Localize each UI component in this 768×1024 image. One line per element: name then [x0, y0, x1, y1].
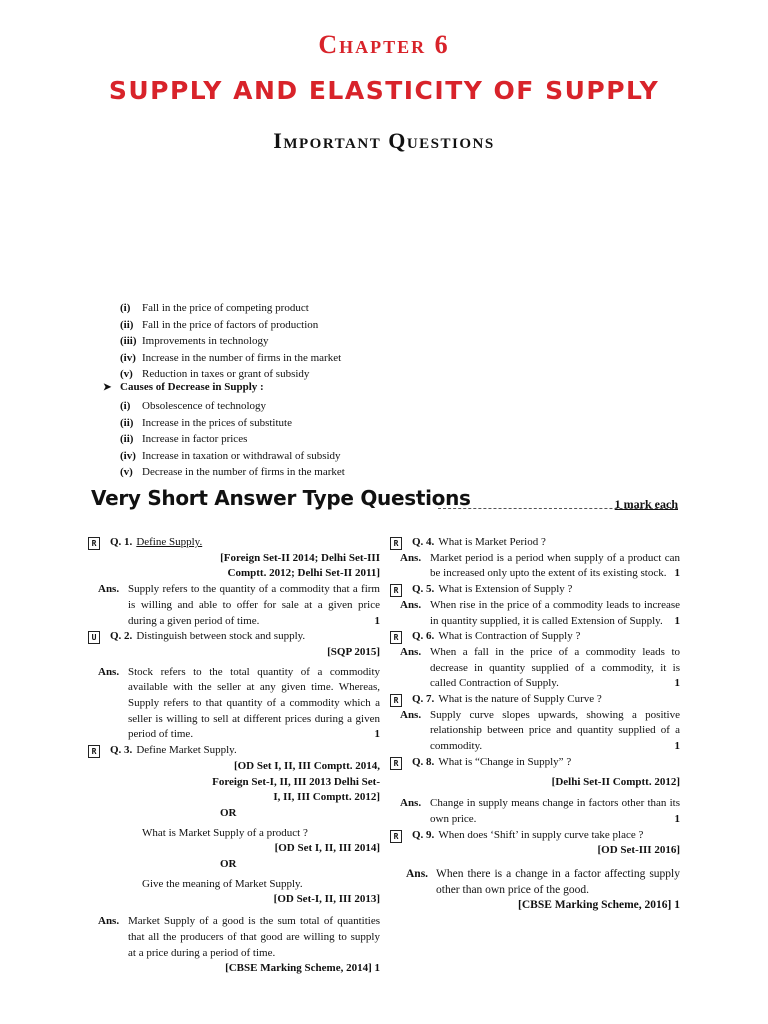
right-column — [390, 535, 680, 914]
answer-label: Ans. — [400, 551, 422, 564]
alternate-question: Give the meaning of Market Supply. — [142, 877, 303, 890]
answer-text: When rise in the price of a commodity leads to increase in quantity supplied, it is called Extension of Supply. — [430, 598, 680, 627]
question-number: Q. 2. — [110, 630, 133, 643]
mark-value: 1 — [674, 567, 680, 580]
list-item: (i) Obsolescence of technology — [120, 400, 267, 412]
question-number: Q. 9. — [412, 828, 435, 841]
mark-value: 1 — [374, 728, 380, 741]
mark-value: 1 — [674, 812, 680, 825]
answer-label: Ans. — [98, 583, 120, 596]
question-number: Q. 8. — [412, 755, 435, 768]
remember-tag-icon: R — [390, 631, 402, 644]
list-item: (v) Reduction in taxes or grant of subsidy — [120, 368, 310, 380]
question-number: Q. 1. — [110, 536, 133, 548]
remember-tag-icon: R — [88, 537, 100, 550]
increase-causes-list — [120, 300, 341, 383]
answer-4 — [390, 551, 680, 582]
answer-label: Ans. — [400, 645, 422, 658]
answer-label: Ans. — [400, 708, 422, 721]
question-reference: [OD Set I, II, III Comptt. 2014, Foreign Set-I, II, III 2013 Delhi Set-I, II, III Comptt. 2012] — [212, 759, 380, 804]
section-subtitle: Important Questions — [273, 128, 495, 153]
question-8 — [390, 755, 680, 771]
chapter-title: SUPPLY AND ELASTICITY OF SUPPLY — [108, 76, 660, 105]
list-item: (i) Fall in the price of competing product — [120, 302, 309, 314]
question-7 — [390, 692, 680, 708]
question-text: When does ‘Shift’ in supply curve take place ? — [438, 828, 644, 841]
question-number: Q. 7. — [412, 693, 435, 706]
question-number: Q. 6. — [412, 630, 435, 643]
question-text: What is Contraction of Supply ? — [438, 630, 581, 643]
question-2 — [88, 629, 380, 645]
question-number: Q. 5. — [412, 583, 435, 596]
question-number: Q. 3. — [110, 744, 133, 757]
section-heading: Very Short Answer Type Questions — [91, 486, 471, 510]
remember-tag-icon: R — [390, 830, 402, 843]
list-item: (ii) Increase in the prices of substitute — [120, 416, 292, 429]
question-6 — [390, 629, 680, 645]
question-1 — [88, 535, 380, 551]
answer-2 — [88, 665, 380, 744]
list-item: (iv) Increase in taxation or withdrawal of subsidy — [120, 449, 341, 462]
answer-text: Change in supply means change in factors other than its own price. — [430, 797, 680, 825]
answer-label: Ans. — [400, 797, 422, 810]
alternate-question: What is Market Supply of a product ? — [142, 826, 308, 839]
question-reference: [Foreign Set-II 2014; Delhi Set-III Comptt. 2012; Delhi Set-II 2011] — [220, 551, 380, 580]
list-item: (ii) Increase in factor prices — [120, 433, 248, 445]
answer-reference: [CBSE Marking Scheme, 2014] 1 — [225, 962, 380, 975]
question-reference: [OD Set-III 2016] — [597, 844, 680, 857]
answer-label: Ans. — [406, 868, 429, 881]
mark-value: 1 — [674, 614, 680, 627]
answer-3 — [88, 914, 380, 977]
question-5 — [390, 582, 680, 598]
list-item: (v) Decrease in the number of firms in the market — [120, 466, 345, 478]
understand-tag-icon: U — [88, 631, 100, 644]
left-column — [88, 535, 380, 977]
answer-label: Ans. — [98, 915, 120, 928]
question-reference: [OD Set I, II, III 2014] — [274, 842, 380, 855]
question-text: What is Market Period ? — [438, 536, 546, 548]
question-text: Distinguish between stock and supply. — [136, 630, 306, 643]
question-text: What is Extension of Supply ? — [438, 583, 573, 596]
answer-reference: [CBSE Marking Scheme, 2016] 1 — [518, 899, 680, 912]
answer-text: Market Supply of a good is the sum total of quantities that all the producers of that good are willing to supply at a price during a period of time. — [128, 915, 380, 959]
question-4 — [390, 535, 680, 551]
or-separator: OR — [220, 806, 237, 819]
list-item: (ii) Fall in the price of factors of production — [120, 318, 319, 331]
question-reference: [OD Set-I, II, III 2013] — [273, 893, 380, 906]
remember-tag-icon: R — [390, 584, 402, 597]
remember-tag-icon: R — [390, 537, 402, 550]
answer-5 — [390, 598, 680, 629]
question-reference: [SQP 2015] — [327, 645, 380, 658]
arrow-bullet-icon: ➤ — [103, 382, 112, 393]
list-item: (iv) Increase in the number of firms in the market — [120, 351, 342, 364]
answer-label: Ans. — [400, 598, 422, 611]
answer-6 — [390, 645, 680, 692]
question-text: Define Supply. — [136, 536, 203, 548]
list-item: (iii) Improvements in technology — [120, 335, 269, 347]
answer-label: Ans. — [98, 665, 120, 678]
or-separator: OR — [220, 858, 237, 871]
answer-9 — [390, 867, 680, 914]
remember-tag-icon: R — [390, 757, 402, 770]
answer-7 — [390, 708, 680, 755]
answer-8 — [390, 796, 680, 827]
answer-text: When a fall in the price of a commodity leads to decrease in quantity supplied of a commodity, it is called Contraction of Supply. — [430, 645, 680, 690]
answer-text: Supply refers to the quantity of a commodity that a firm is willing and able to offer for sale at a given price during a given period of time. — [128, 583, 380, 627]
question-text: What is the nature of Supply Curve ? — [438, 693, 602, 706]
decrease-causes-heading: ➤ Causes of Decrease in Supply : — [103, 381, 264, 393]
mark-value: 1 — [374, 614, 380, 627]
question-text: Define Market Supply. — [136, 744, 237, 757]
decrease-causes-list — [120, 398, 345, 481]
question-number: Q. 4. — [412, 536, 435, 548]
mark-value: 1 — [674, 677, 680, 690]
question-9 — [390, 828, 680, 844]
mark-value: 1 — [674, 740, 680, 753]
question-reference: [Delhi Set-II Comptt. 2012] — [551, 775, 680, 788]
chapter-number: Chapter 6 — [318, 30, 450, 59]
answer-1 — [88, 582, 380, 629]
answer-text: Supply curve slopes upwards, showing a positive relationship between price and quantity supplied of a commodity. — [430, 708, 680, 753]
marks-note: 1 mark each — [614, 497, 678, 511]
answer-text: When there is a change in a factor affecting supply other than own price of the good. — [436, 868, 680, 896]
remember-tag-icon: R — [390, 694, 402, 707]
question-3 — [88, 743, 380, 759]
question-text: What is “Change in Supply” ? — [438, 755, 572, 768]
answer-text: Stock refers to the total quantity of a commodity available with the seller at any given time. Whereas, Supply refers to that quantity of a commodity which a seller is willing to sell at different prices during a given period of time. — [128, 665, 380, 741]
remember-tag-icon: R — [88, 745, 100, 758]
answer-text: Market period is a period when supply of a product can be increased only upto the extent of its existing stock. — [430, 551, 680, 580]
